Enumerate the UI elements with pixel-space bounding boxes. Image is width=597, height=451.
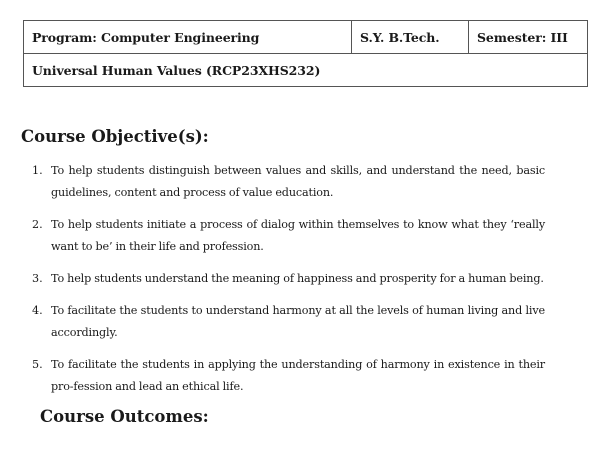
objective-number: 2. [32, 218, 43, 231]
program-cell: Program: Computer Engineering [24, 21, 352, 54]
semester-cell: Semester: III [469, 21, 588, 54]
objective-number: 4. [32, 304, 43, 317]
year-cell: S.Y. B.Tech. [352, 21, 469, 54]
objective-text: To help students initiate a process of dialog within themselves to know what they ‘really want to be’ in their life and profession. [51, 218, 545, 253]
objectives-heading: Course Objective(s): [21, 127, 209, 146]
objective-text: To help students understand the meaning of happiness and prosperity for a human being. [51, 272, 544, 285]
objective-number: 3. [32, 272, 43, 285]
objective-number: 5. [32, 358, 43, 371]
objective-text: To facilitate the students to understand harmony at all the levels of human living and live accordingly. [51, 304, 545, 339]
header-row-program [24, 21, 588, 54]
objective-text: To facilitate the students in applying the understanding of harmony in existence in their pro-fession and lead an ethical life. [51, 358, 545, 393]
header-row-course [24, 54, 588, 87]
outcomes-heading: Course Outcomes: [40, 407, 209, 426]
course-header-table [23, 20, 588, 87]
course-title-cell: Universal Human Values (RCP23XHS232) [24, 54, 588, 87]
objective-number: 1. [32, 164, 43, 177]
objective-text: To help students distinguish between values and skills, and understand the need, basic guidelines, content and process of value education. [51, 164, 545, 199]
